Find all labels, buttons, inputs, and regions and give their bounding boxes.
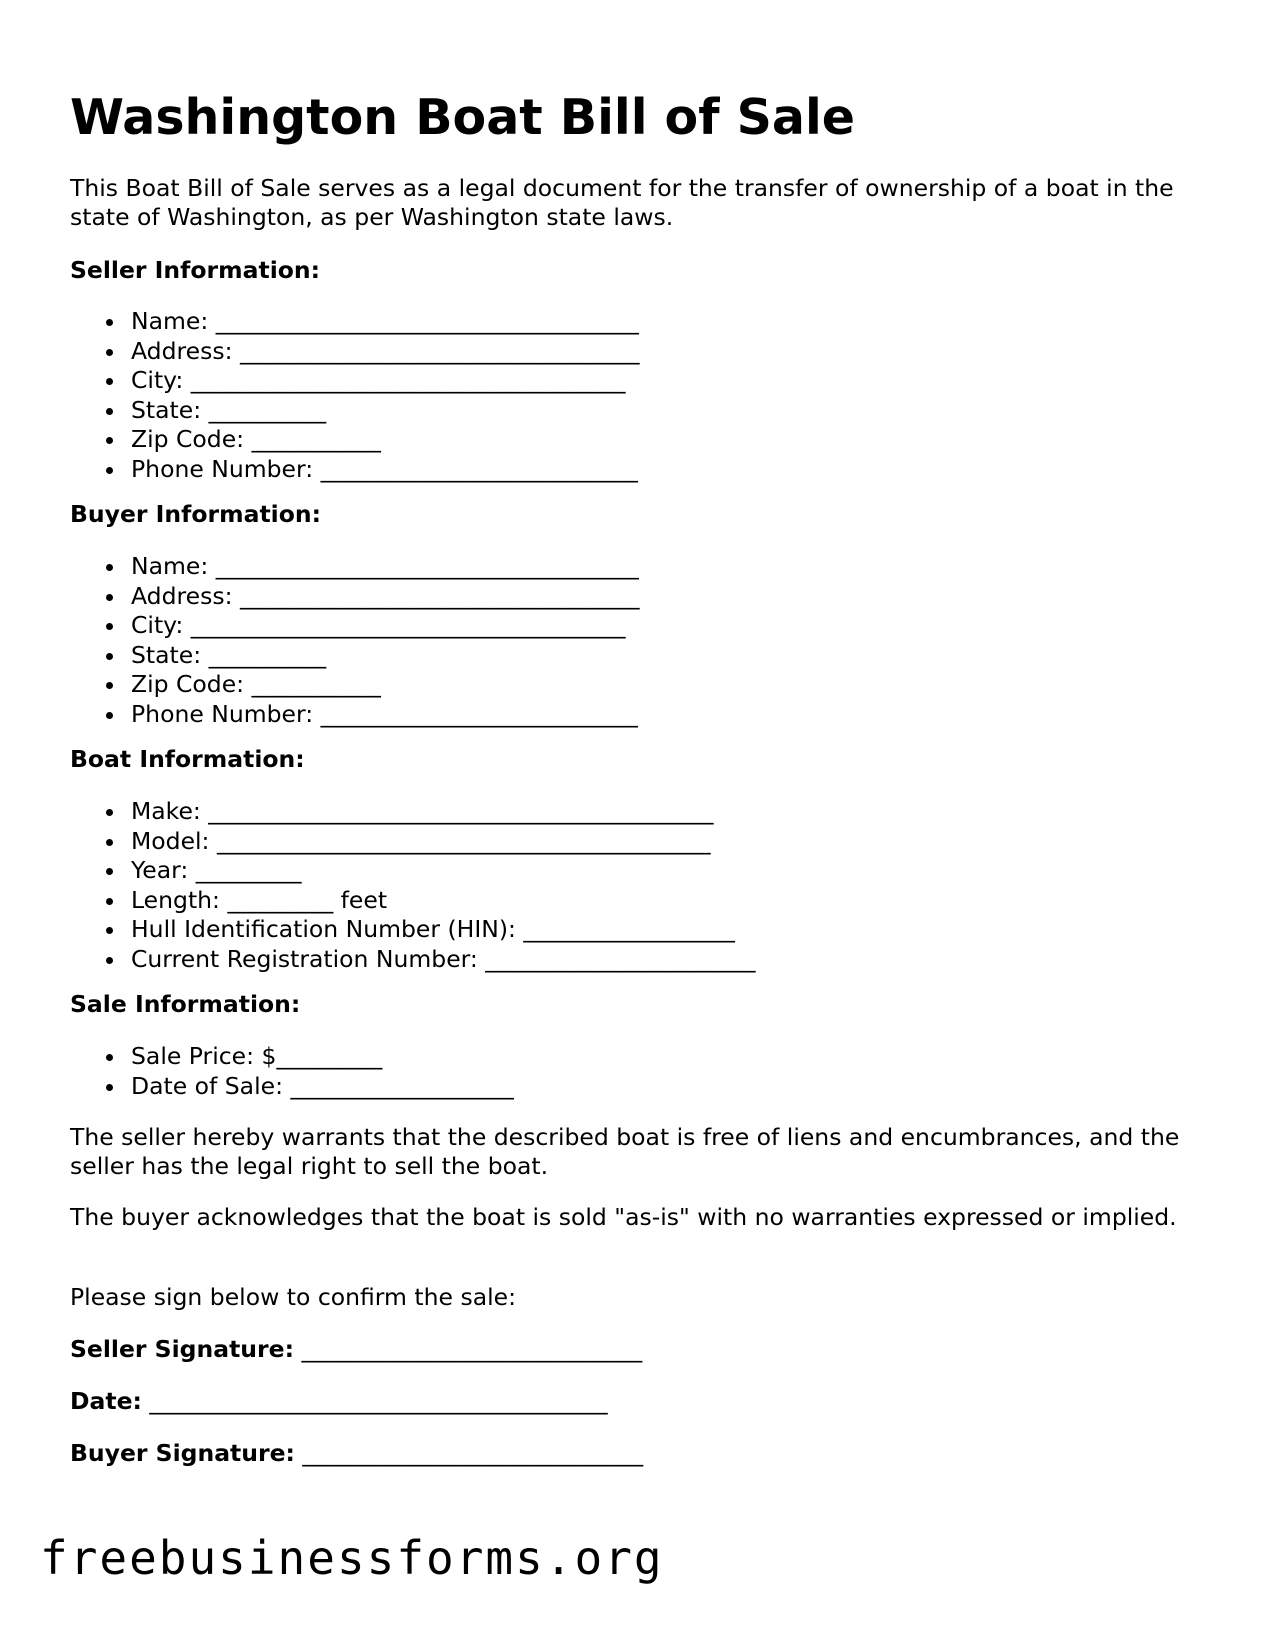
sale-date-field[interactable]: Date of Sale: ___________________ xyxy=(70,1072,514,1102)
buyer-state-field[interactable]: State: __________ xyxy=(70,641,639,671)
seller-heading: Seller Information: xyxy=(70,256,321,284)
boat-make-field[interactable]: Make: ___________________________________________ xyxy=(70,797,756,827)
boat-registration-field[interactable]: Current Registration Number: _______________________ xyxy=(70,945,756,975)
seller-address-field[interactable]: Address: __________________________________ xyxy=(70,337,639,367)
site-watermark: freebusinessforms.org xyxy=(40,1531,664,1585)
seller-fields xyxy=(70,307,639,484)
date-signature-line[interactable] xyxy=(70,1387,608,1416)
boat-length-field[interactable]: Length: _________ feet xyxy=(70,886,756,916)
seller-signature-line[interactable] xyxy=(70,1335,642,1364)
buyer-city-field[interactable]: City: _____________________________________ xyxy=(70,611,639,641)
date-signature-label: Date: xyxy=(70,1387,142,1415)
buyer-name-field[interactable]: Name: ____________________________________ xyxy=(70,552,639,582)
seller-city-field[interactable]: City: _____________________________________ xyxy=(70,366,639,396)
buyer-fields xyxy=(70,552,639,729)
buyer-phone-field[interactable]: Phone Number: ___________________________ xyxy=(70,700,639,730)
boat-year-field[interactable]: Year: _________ xyxy=(70,856,756,886)
seller-signature-blank[interactable]: _____________________________ xyxy=(293,1335,643,1363)
boat-hin-field[interactable]: Hull Identification Number (HIN): __________________ xyxy=(70,915,756,945)
sale-heading: Sale Information: xyxy=(70,990,301,1018)
sale-price-field[interactable]: Sale Price: $_________ xyxy=(70,1042,514,1072)
buyer-heading: Buyer Information: xyxy=(70,500,322,528)
date-signature-blank[interactable]: _______________________________________ xyxy=(141,1387,608,1415)
buyer-zip-field[interactable]: Zip Code: ___________ xyxy=(70,670,639,700)
buyer-signature-label: Buyer Signature: xyxy=(70,1439,295,1467)
boat-fields xyxy=(70,797,756,974)
boat-heading: Boat Information: xyxy=(70,745,305,773)
seller-state-field[interactable]: State: __________ xyxy=(70,396,639,426)
sale-fields xyxy=(70,1042,514,1101)
intro-paragraph: This Boat Bill of Sale serves as a legal document for the transfer of ownership of a boat in the state of Washington, as per Washington state laws. xyxy=(70,174,1174,231)
seller-name-field[interactable]: Name: ____________________________________ xyxy=(70,307,639,337)
seller-phone-field[interactable]: Phone Number: ___________________________ xyxy=(70,455,639,485)
buyer-signature-line[interactable] xyxy=(70,1439,643,1468)
seller-zip-field[interactable]: Zip Code: ___________ xyxy=(70,425,639,455)
boat-model-field[interactable]: Model: __________________________________________ xyxy=(70,827,756,857)
buyer-signature-blank[interactable]: _____________________________ xyxy=(294,1439,644,1467)
document-title: Washington Boat Bill of Sale xyxy=(70,89,855,146)
as-is-paragraph: The buyer acknowledges that the boat is sold "as-is" with no warranties expressed or implied. xyxy=(70,1203,1177,1231)
warranty-paragraph: The seller hereby warrants that the described boat is free of liens and encumbrances, and the seller has the legal right to sell the boat. xyxy=(70,1123,1180,1180)
seller-signature-label: Seller Signature: xyxy=(70,1335,294,1363)
buyer-address-field[interactable]: Address: __________________________________ xyxy=(70,582,639,612)
sign-prompt: Please sign below to confirm the sale: xyxy=(70,1283,517,1311)
